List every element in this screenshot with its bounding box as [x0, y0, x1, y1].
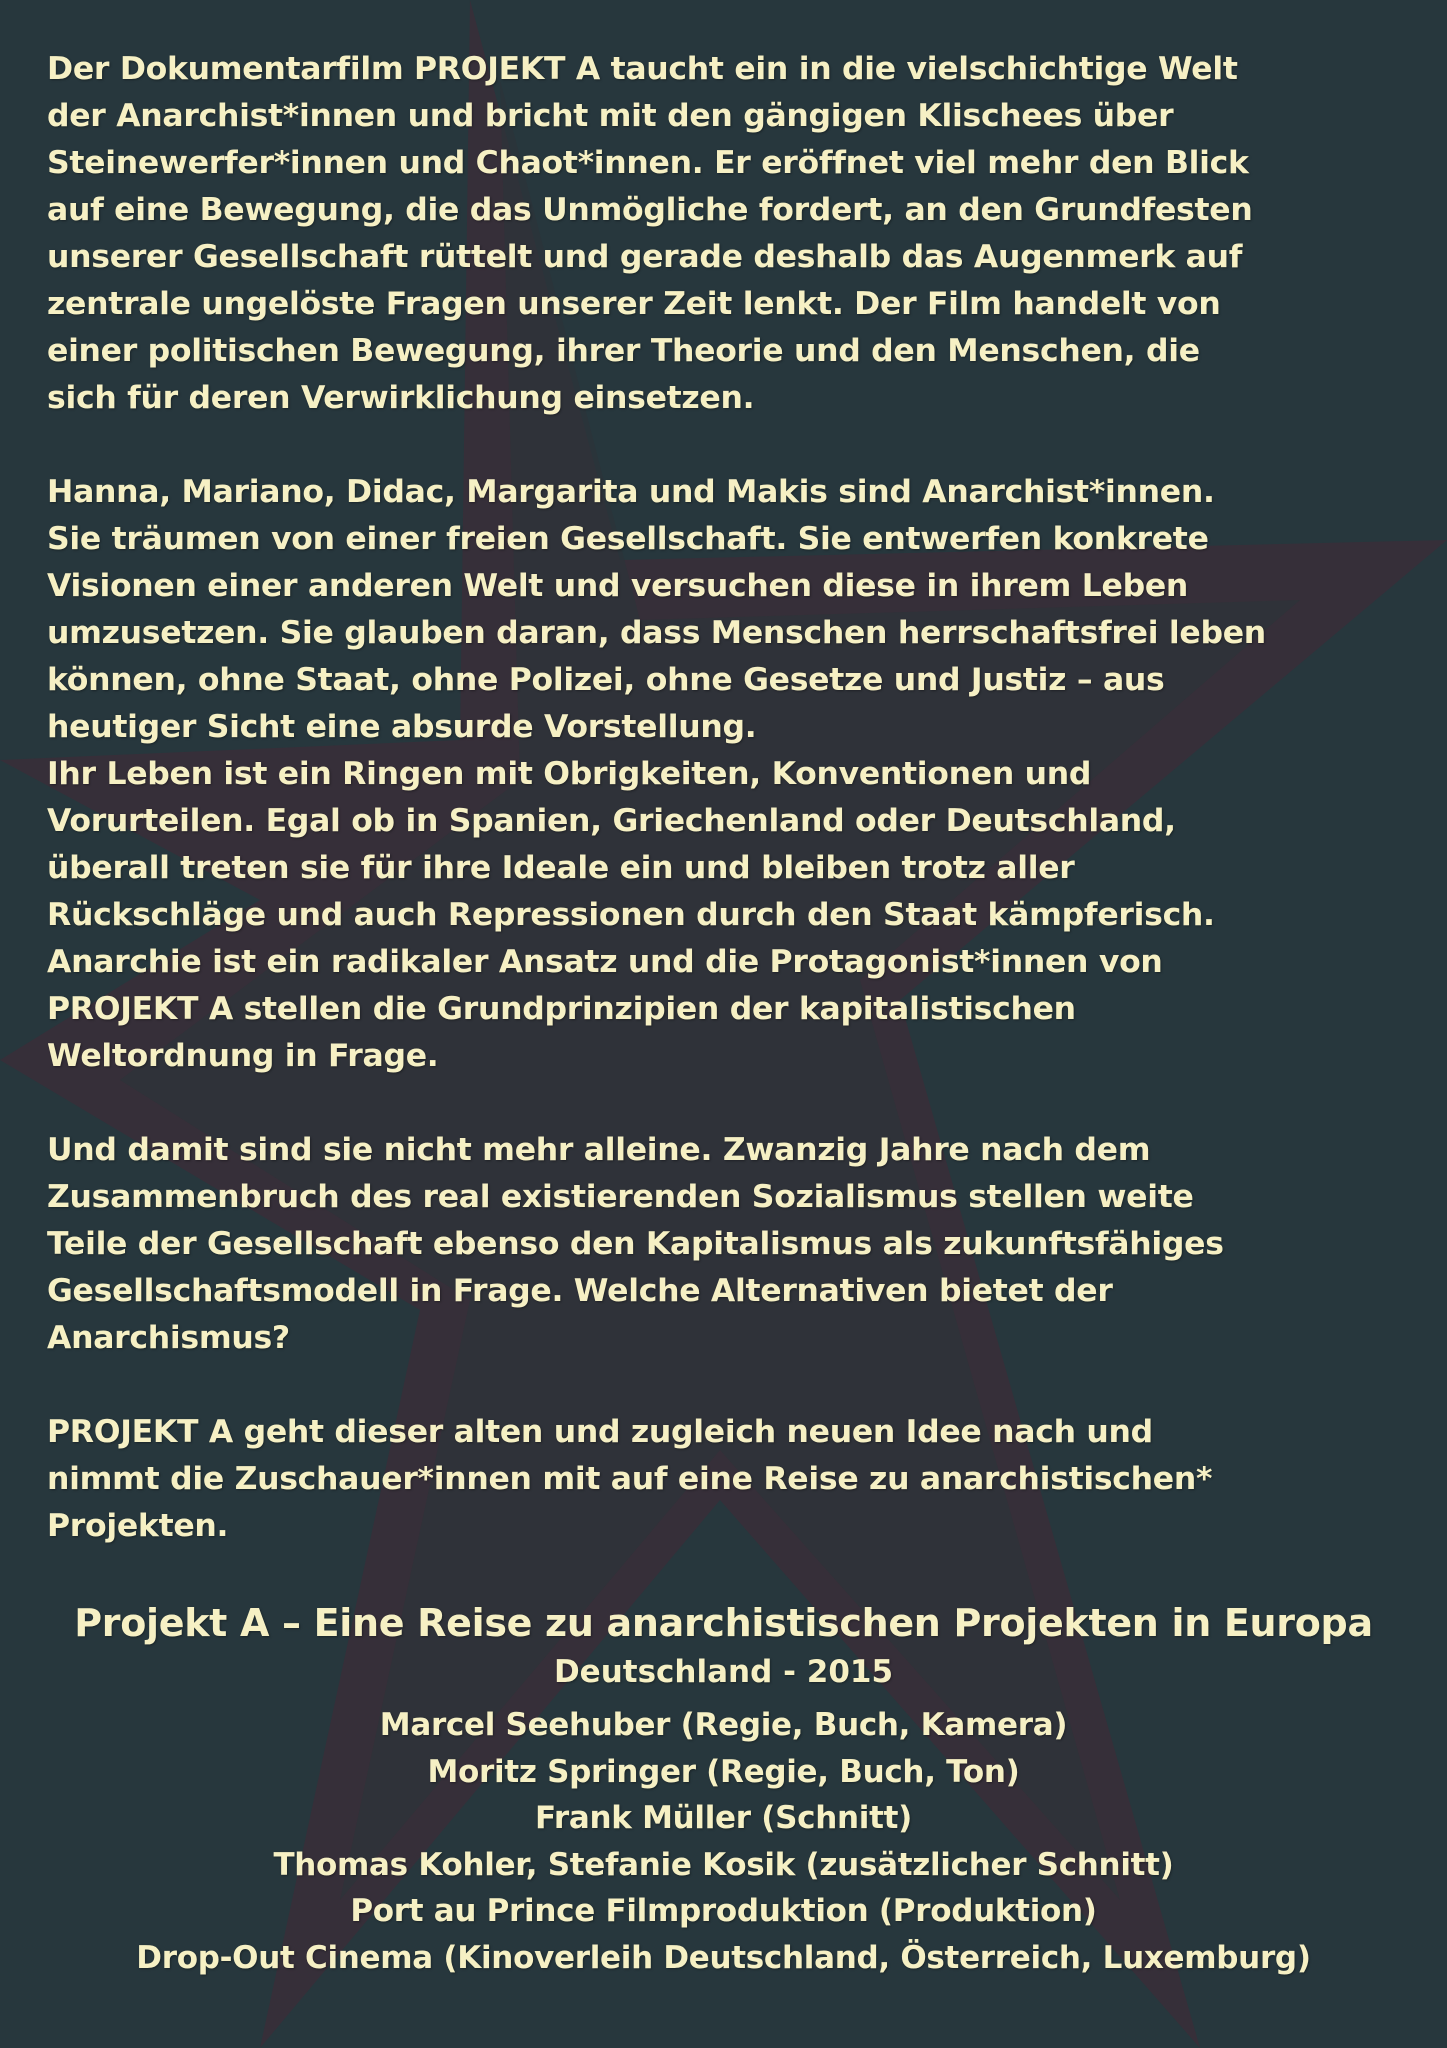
credit-line-distribution: Drop-Out Cinema (Kinoverleih Deutschland, Österreich, Luxemburg)	[136, 1939, 1311, 1976]
paragraph-intro: Der Dokumentarfilm PROJEKT A taucht ein in die vielschichtige Welt der Anarchist*innen und bricht mit den gängigen Klischees über Steinewerfer*innen und Chaot*innen. Er eröffnet viel mehr den Blick auf eine Bewegung, die das Unmögliche fordert, an den Grundfesten unserer Gesellschaft rüttelt und gerade deshalb das Augenmerk auf zentrale ungelöste Fragen unserer Zeit lenkt. Der Film handelt von einer politischen Bewegung, ihrer Theorie und den Menschen, die sich für deren Verwirklichung einsetzen.	[47, 51, 1253, 416]
paragraph-protagonists: Hanna, Mariano, Didac, Margarita und Makis sind Anarchist*innen. Sie träumen von einer freien Gesellschaft. Sie entwerfen konkrete Visionen einer anderen Welt und versuchen diese in ihrem Leben umzusetzen. Sie glauben daran, dass Menschen herrschaftsfrei leben können, ohne Staat, ohne Polizei, ohne Gesetze und Justiz – aus heutiger Sicht eine absurde Vorstellung.	[47, 474, 1266, 745]
film-country-year: Deutschland - 2015	[553, 1654, 894, 1690]
credit-line-editing: Frank Müller (Schnitt)	[535, 1800, 912, 1836]
credit-line-director-camera: Marcel Seehuber (Regie, Buch, Kamera)	[379, 1707, 1068, 1743]
paragraph-alternatives: Und damit sind sie nicht mehr alleine. Zwanzig Jahre nach dem Zusammenbruch des real existierenden Sozialismus stellen weite Teile der Gesellschaft ebenso den Kapitalismus als zukunftsfähiges Gesellschaftsmodell in Frage. Welche Alternativen bietet der Anarchismus?	[47, 1132, 1224, 1356]
film-credits	[0, 1596, 1447, 1981]
description-text	[47, 46, 1417, 1550]
credit-line-additional-editing: Thomas Kohler, Stefanie Kosik (zusätzlicher Schnitt)	[273, 1846, 1174, 1883]
paragraph-struggle: Ihr Leben ist ein Ringen mit Obrigkeiten, Konventionen und Vorurteilen. Egal ob in Spanien, Griechenland oder Deutschland, überall treten sie für ihre Ideale ein und bleiben trotz aller Rückschläge und auch Repressionen durch den Staat kämpferisch. Anarchie ist ein radikaler Ansatz und die Protagonist*innen von PROJEKT A stellen die Grundprinzipien der kapitalistischen Weltordnung in Frage.	[47, 756, 1215, 1074]
film-title: Projekt A – Eine Reise zu anarchistischen Projekten in Europa	[74, 1601, 1373, 1645]
paragraph-journey: PROJEKT A geht dieser alten und zugleich neuen Idee nach und nimmt die Zuschauer*innen mit auf eine Reise zu anarchistischen* Projekten.	[47, 1414, 1213, 1544]
credit-line-production: Port au Prince Filmproduktion (Produktion)	[350, 1893, 1097, 1929]
credit-line-director-sound: Moritz Springer (Regie, Buch, Ton)	[427, 1753, 1020, 1790]
